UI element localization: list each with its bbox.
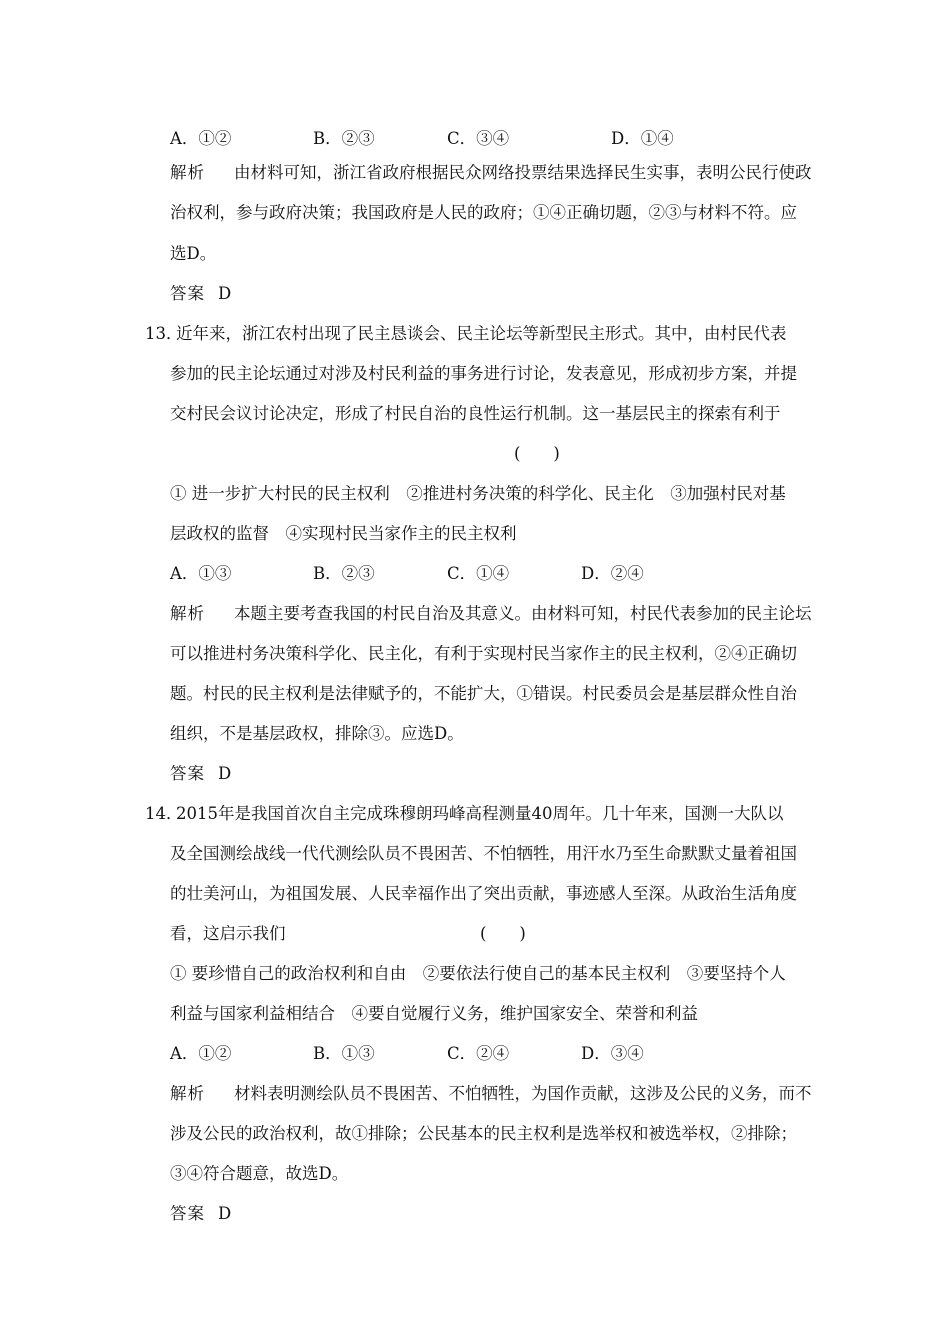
option-a: A．①② (170, 1044, 232, 1063)
question-stem-line: 看，这启示我们 (170, 924, 286, 943)
answer-value: D (218, 764, 232, 783)
analysis-line: 涉及公民的政治权利，故①排除；公民基本的民主权利是选举权和被选举权，②排除； (170, 1124, 797, 1143)
option-c: C．②④ (447, 1044, 510, 1063)
question-stem-line: 交村民会议讨论决定，形成了村民自治的良性运行机制。这一基层民主的探索有利于 (170, 404, 781, 423)
analysis-line: 治权利，参与政府决策；我国政府是人民的政府；①④正确切题，②③与材料不符。应 (170, 203, 797, 222)
analysis-label: 解析 (170, 604, 205, 623)
option-c: C．①④ (447, 564, 510, 583)
question-number: 13． (145, 324, 183, 343)
option-b: B．②③ (313, 564, 375, 583)
question-stem-line: 的壮美河山，为祖国发展、人民幸福作出了突出贡献，事迹感人至深。从政治生活角度 (170, 884, 797, 903)
answer-blank: ( ) (514, 444, 560, 463)
option-b: B．②③ (313, 129, 375, 148)
question-stem-line: 参加的民主论坛通过对涉及村民利益的事务进行讨论，发表意见，形成初步方案，并提 (170, 364, 797, 383)
option-d: D．②④ (581, 564, 644, 583)
analysis-line: 本题主要考查我国的村民自治及其意义。由材料可知，村民代表参加的民主论坛 (234, 604, 812, 623)
option-d: D．③④ (581, 1044, 644, 1063)
question-stem-line: 2015年是我国首次自主完成珠穆朗玛峰高程测量40周年。几十年来，国测一大队以 (176, 804, 784, 823)
question-number: 14． (145, 804, 183, 823)
question-stem-line: 近年来，浙江农村出现了民主恳谈会、民主论坛等新型民主形式。其中，由村民代表 (176, 324, 787, 343)
statement-line: 利益与国家利益相结合 ④要自觉履行义务，维护国家安全、荣誉和利益 (170, 1004, 698, 1023)
analysis-line: 题。村民的民主权利是法律赋予的，不能扩大，①错误。村民委员会是基层群众性自治 (170, 684, 797, 703)
statement-line: 层政权的监督 ④实现村民当家作主的民主权利 (170, 524, 517, 543)
analysis-line: 材料表明测绘队员不畏困苦、不怕牺牲，为国作贡献，这涉及公民的义务，而不 (234, 1084, 812, 1103)
answer-value: D (218, 284, 232, 303)
analysis-label: 解析 (170, 163, 205, 182)
statement-line: ① 进一步扩大村民的民主权利 ②推进村务决策的科学化、民主化 ③加强村民对基 (170, 484, 786, 503)
analysis-line: ③④符合题意，故选D。 (170, 1164, 349, 1183)
option-a: A．①② (170, 129, 232, 148)
answer-label: 答案 (170, 764, 205, 783)
answer-blank: ( ) (480, 924, 526, 943)
analysis-line: 由材料可知，浙江省政府根据民众网络投票结果选择民生实事，表明公民行使政 (234, 163, 812, 182)
analysis-line: 可以推进村务决策科学化、民主化，有利于实现村民当家作主的民主权利，②④正确切 (170, 644, 797, 663)
option-d: D．①④ (611, 129, 674, 148)
answer-label: 答案 (170, 1204, 205, 1223)
statement-line: ① 要珍惜自己的政治权利和自由 ②要依法行使自己的基本民主权利 ③要坚持个人 (170, 964, 786, 983)
option-b: B．①③ (313, 1044, 375, 1063)
option-a: A．①③ (170, 564, 232, 583)
answer-label: 答案 (170, 284, 205, 303)
analysis-label: 解析 (170, 1084, 205, 1103)
analysis-line: 组织，不是基层政权，排除③。应选D。 (170, 724, 464, 743)
analysis-line: 选D。 (170, 244, 217, 263)
question-stem-line: 及全国测绘战线一代代测绘队员不畏困苦、不怕牺牲，用汗水乃至生命默默丈量着祖国 (170, 844, 797, 863)
answer-value: D (218, 1204, 232, 1223)
option-c: C．③④ (447, 129, 510, 148)
